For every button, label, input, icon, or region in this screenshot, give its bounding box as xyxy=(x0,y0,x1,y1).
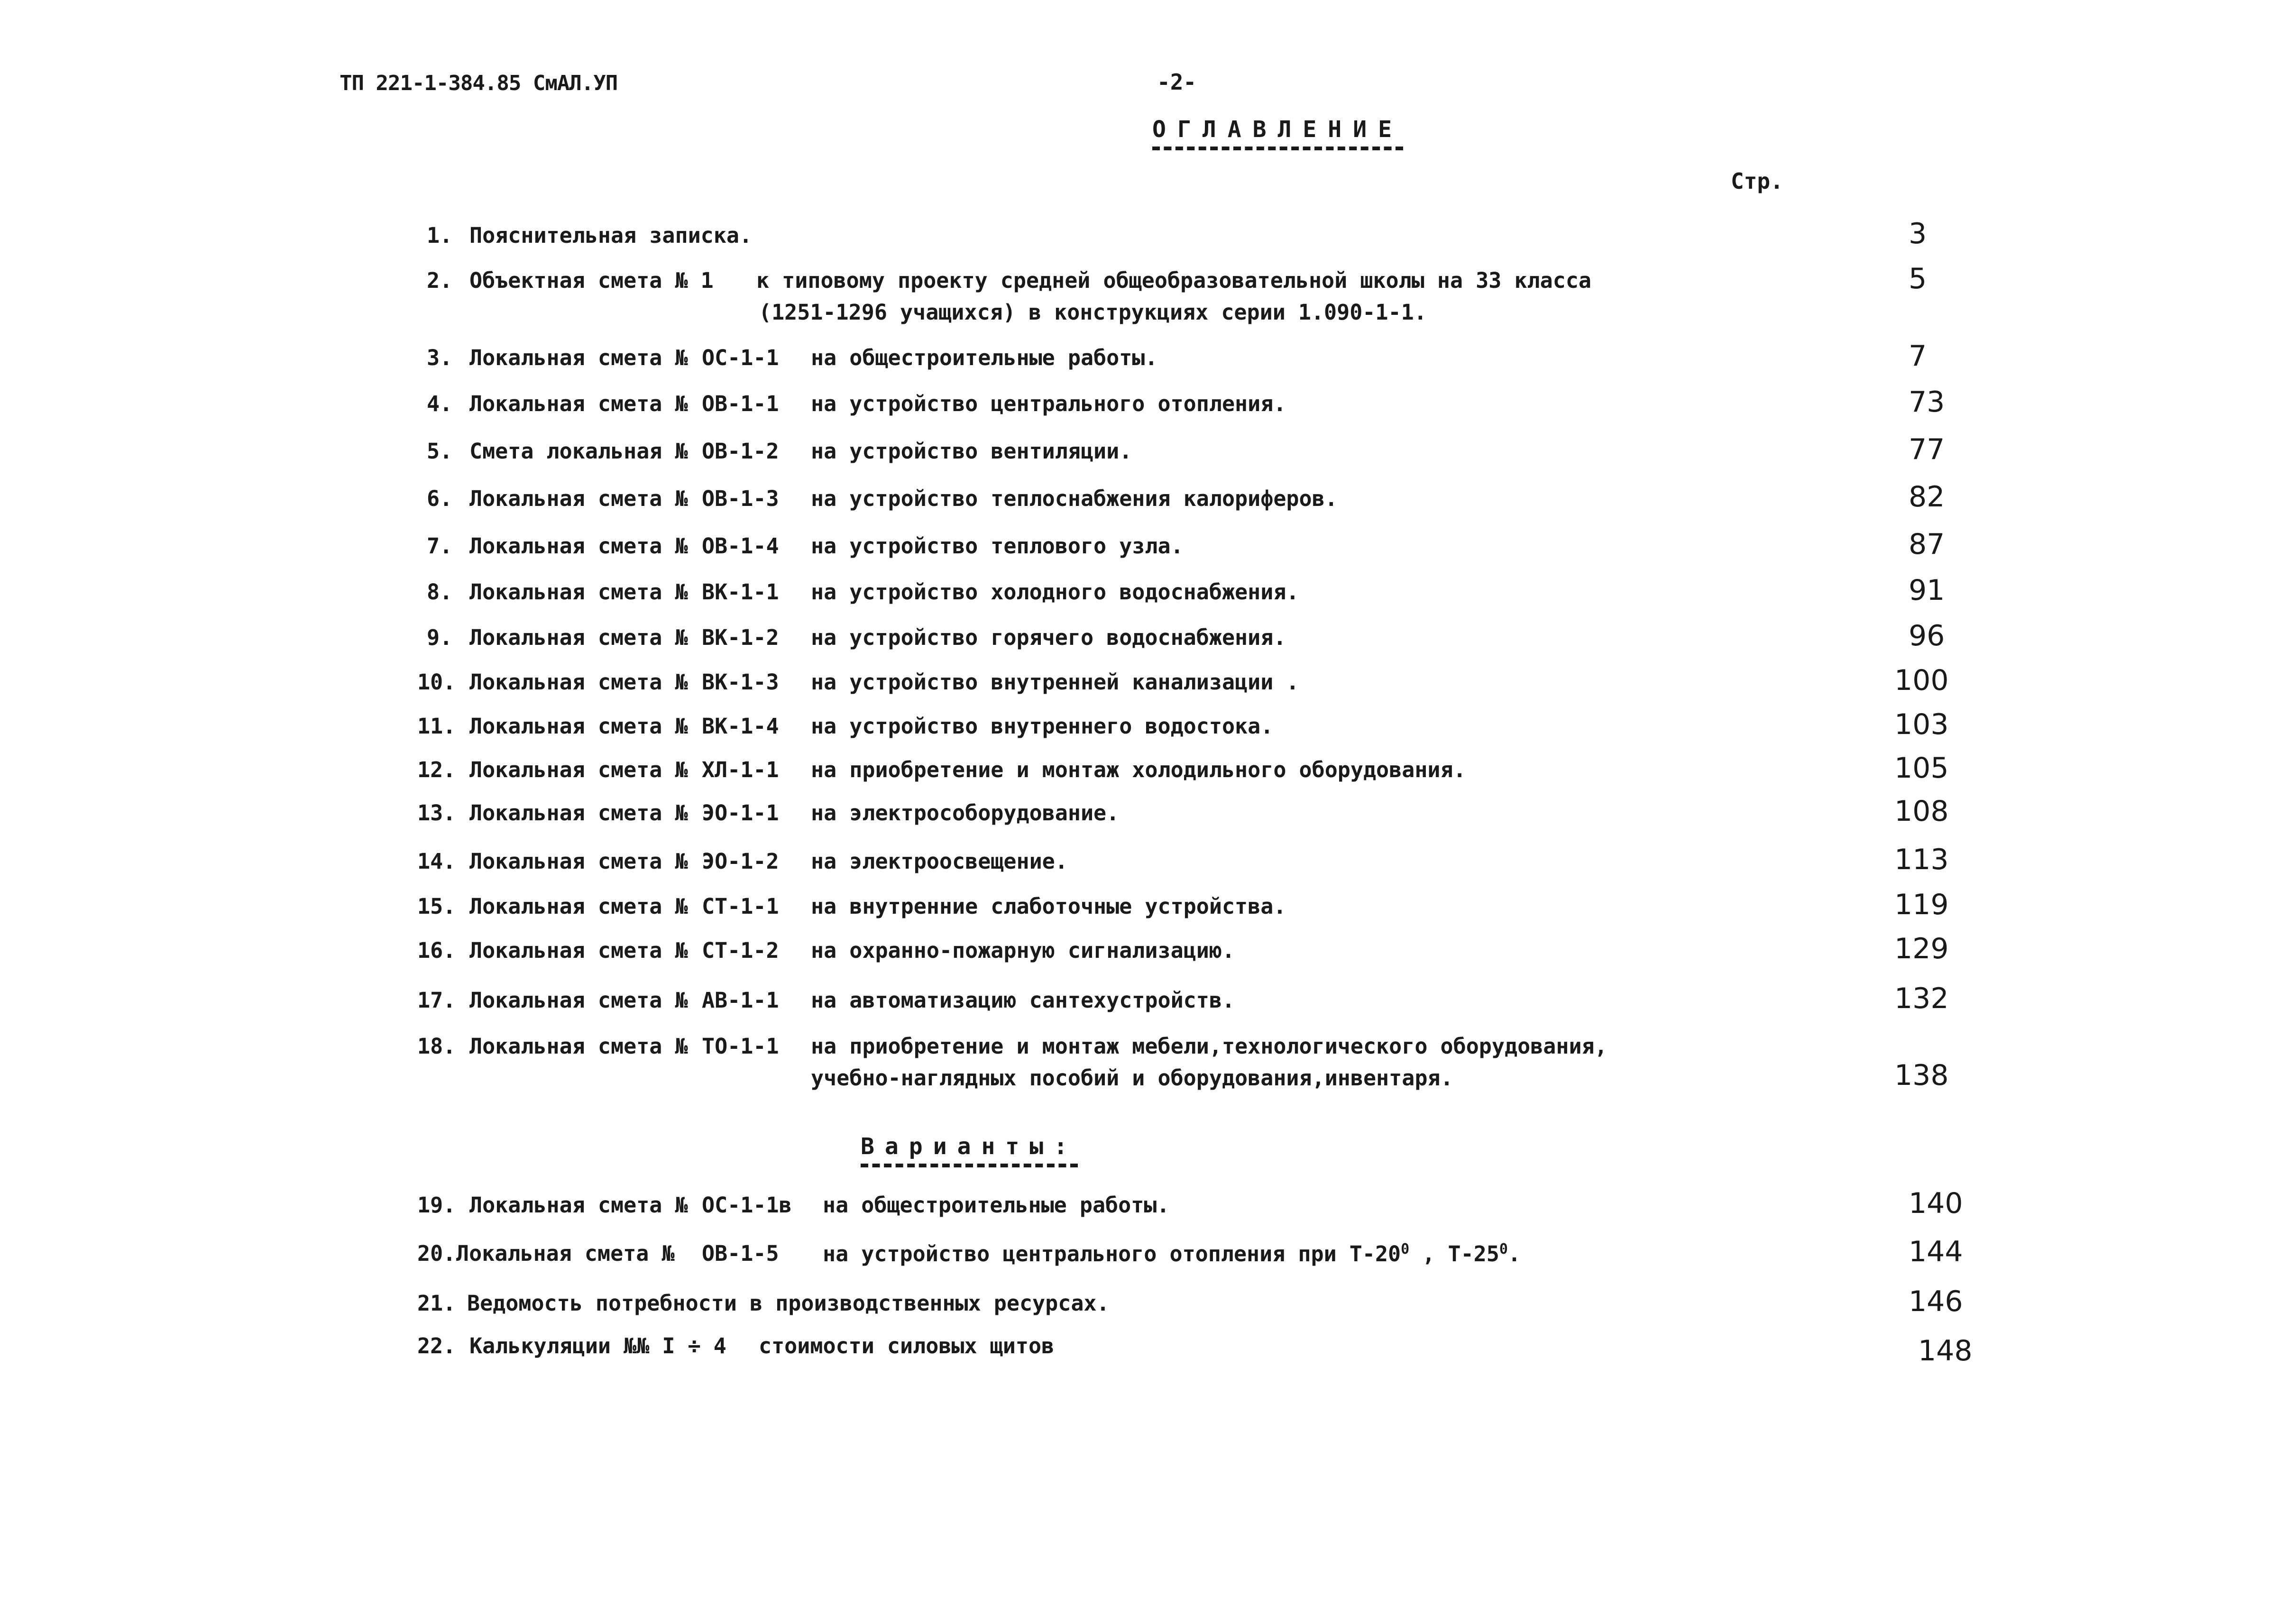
toc-page: 87 xyxy=(1909,528,1945,561)
toc-name: Локальная смета № xyxy=(469,486,688,511)
toc-desc-continued: (1251-1296 учащихся) в конструкциях серии 1.090-1-1. xyxy=(759,300,1427,325)
toc-row xyxy=(0,795,2296,829)
toc-row xyxy=(0,262,2296,296)
toc-desc: на устройство центрального отопления при $Т-20^0$ , $Т-25^0$. xyxy=(823,1241,1521,1266)
toc-row xyxy=(0,1235,2296,1269)
toc-row xyxy=(0,1333,2296,1367)
toc-desc: на устройство внутренней канализации . xyxy=(811,670,1299,695)
toc-page: 132 xyxy=(1894,982,1949,1015)
toc-page: 108 xyxy=(1894,795,1949,828)
toc-name: Локальная смета № xyxy=(469,849,688,874)
variants-heading: Варианты: xyxy=(861,1133,1078,1167)
toc-num: 21. xyxy=(417,1291,456,1316)
toc-page: 146 xyxy=(1909,1285,1963,1318)
toc-code: ВК-1-1 xyxy=(702,579,779,605)
toc-row xyxy=(0,1285,2296,1319)
toc-row xyxy=(0,1034,2296,1062)
degree-sup: 0 xyxy=(1401,1241,1410,1257)
toc-name: Локальная смета № xyxy=(469,1034,688,1059)
toc-row xyxy=(0,480,2296,514)
toc-page: 77 xyxy=(1909,433,1945,466)
toc-row xyxy=(0,843,2296,877)
page-number: -2- xyxy=(1157,69,1197,95)
toc-desc: на внутренние слаботочные устройства. xyxy=(811,894,1286,919)
toc-code: ВК-1-2 xyxy=(702,625,779,650)
toc-row xyxy=(0,752,2296,786)
toc-num: 13. xyxy=(417,800,456,826)
toc-name: Локальная смета № xyxy=(456,1241,675,1266)
toc-name: Локальная смета № xyxy=(469,800,688,826)
toc-row xyxy=(0,528,2296,562)
toc-num: 7. xyxy=(427,533,453,559)
toc-code: ОВ-1-1 xyxy=(702,391,779,416)
toc-num: 20. xyxy=(417,1241,456,1266)
toc-code: ОВ-1-4 xyxy=(702,533,779,559)
toc-name: Локальная смета № xyxy=(469,757,688,782)
toc-code: ЭО-1-2 xyxy=(702,849,779,874)
toc-code: СТ-1-1 xyxy=(702,894,779,919)
toc-code: ТО-1-1 xyxy=(702,1034,779,1059)
toc-name: Локальная смета № xyxy=(469,625,688,650)
toc-row xyxy=(0,619,2296,653)
toc-page: 148 xyxy=(1918,1334,1973,1367)
toc-page: 144 xyxy=(1909,1235,1963,1268)
page-title: ОГЛАВЛЕНИЕ xyxy=(1152,116,1403,150)
toc-row xyxy=(0,385,2296,420)
toc-code: ЭО-1-1 xyxy=(702,800,779,826)
toc-num: 19. xyxy=(417,1193,456,1218)
toc-row xyxy=(0,664,2296,698)
toc-num: 1. xyxy=(427,223,453,248)
toc-name: Локальная смета № xyxy=(469,938,688,963)
toc-name: Локальная смета № xyxy=(469,714,688,739)
toc-row xyxy=(0,433,2296,467)
toc-name: Локальная смета № xyxy=(469,894,688,919)
toc-row xyxy=(0,1187,2296,1221)
toc-code: ВК-1-4 xyxy=(702,714,779,739)
toc-desc: на общестроительные работы. xyxy=(811,345,1158,370)
toc-name: Локальная смета № xyxy=(469,579,688,605)
toc-num: 15. xyxy=(417,894,456,919)
toc-num: 18. xyxy=(417,1034,456,1059)
toc-name: Локальная смета № xyxy=(469,670,688,695)
toc-name: Объектная смета № 1 xyxy=(469,268,714,293)
toc-num: 10. xyxy=(417,670,456,695)
toc-code: АВ-1-1 xyxy=(702,988,779,1013)
toc-row xyxy=(0,888,2296,922)
toc-num: 14. xyxy=(417,849,456,874)
toc-name: Локальная смета № xyxy=(469,391,688,416)
toc-desc: на электрособорудование. xyxy=(811,800,1120,826)
degree-sup: 0 xyxy=(1499,1241,1508,1257)
toc-num: 3. xyxy=(427,345,453,370)
toc-name: Смета локальная № xyxy=(469,439,688,464)
toc-row xyxy=(0,574,2296,608)
toc-row xyxy=(0,932,2296,966)
toc-num: 22. xyxy=(417,1333,456,1358)
toc-name: Локальная смета № xyxy=(469,988,688,1013)
toc-page: 91 xyxy=(1909,574,1945,607)
toc-page: 73 xyxy=(1909,385,1945,419)
page-column-label: Стр. xyxy=(1731,168,1783,194)
toc-desc: на электроосвещение. xyxy=(811,849,1068,874)
toc-desc: на устройство теплового узла. xyxy=(811,533,1184,559)
toc-page: 82 xyxy=(1909,480,1945,514)
toc-code: ОС-1-1в xyxy=(702,1193,792,1218)
toc-num: 12. xyxy=(417,757,456,782)
toc-num: 11. xyxy=(417,714,456,739)
toc-page: 7 xyxy=(1909,339,1927,373)
toc-desc: к типовому проекту средней общеобразовательной школы на 33 класса xyxy=(756,268,1591,293)
toc-code: ОС-1-1 xyxy=(702,345,779,370)
toc-desc: на устройство вентиляции. xyxy=(811,439,1132,464)
toc-desc: на охранно-пожарную сигнализацию. xyxy=(811,938,1235,963)
toc-code: ОВ-1-5 xyxy=(702,1241,779,1266)
toc-desc: на устройство горячего водоснабжения. xyxy=(811,625,1286,650)
toc-code: ОВ-1-2 xyxy=(702,439,779,464)
toc-page: 113 xyxy=(1894,843,1949,876)
toc-page: 129 xyxy=(1894,932,1949,965)
toc-page: 3 xyxy=(1909,217,1927,250)
toc-name: Пояснительная записка. xyxy=(469,223,753,248)
toc-row xyxy=(0,982,2296,1016)
doc-code: ТП 221-1-384.85 СмАЛ.УП xyxy=(340,71,618,95)
toc-desc: на устройство холодного водоснабжения. xyxy=(811,579,1299,605)
toc-desc: на автоматизацию сантехустройств. xyxy=(811,988,1235,1013)
toc-page: 138 xyxy=(1894,1059,1949,1092)
toc-desc: на устройство центрального отопления. xyxy=(811,391,1286,416)
toc-desc: на приобретение и монтаж мебели,технологического оборудования, xyxy=(811,1034,1607,1059)
toc-desc: на общестроительные работы. xyxy=(823,1193,1170,1218)
toc-page: 100 xyxy=(1894,664,1949,697)
toc-name: Ведомость потребности в производственных ресурсах. xyxy=(467,1291,1110,1316)
toc-page: 119 xyxy=(1894,888,1949,921)
toc-desc: стоимости силовых щитов xyxy=(759,1333,1055,1358)
toc-desc: на приобретение и монтаж холодильного оборудования. xyxy=(811,757,1466,782)
toc-num: 17. xyxy=(417,988,456,1013)
toc-code: ХЛ-1-1 xyxy=(702,757,779,782)
toc-desc: на устройство теплоснабжения калориферов. xyxy=(811,486,1338,511)
toc-name: Локальная смета № xyxy=(469,1193,688,1218)
toc-row xyxy=(0,708,2296,742)
toc-num: 6. xyxy=(427,486,453,511)
toc-page: 5 xyxy=(1909,262,1927,295)
toc-code: ОВ-1-3 xyxy=(702,486,779,511)
toc-page: 140 xyxy=(1909,1187,1963,1220)
toc-name: Калькуляции №№ I ÷ 4 xyxy=(469,1333,726,1358)
toc-code: ВК-1-3 xyxy=(702,670,779,695)
toc-desc: на устройство внутреннего водостока. xyxy=(811,714,1274,739)
toc-num: 8. xyxy=(427,579,453,605)
toc-num: 2. xyxy=(427,268,453,293)
toc-code: СТ-1-2 xyxy=(702,938,779,963)
toc-name: Локальная смета № xyxy=(469,345,688,370)
toc-num: 9. xyxy=(427,625,453,650)
toc-page: 103 xyxy=(1894,708,1949,741)
toc-name: Локальная смета № xyxy=(469,533,688,559)
toc-page: 96 xyxy=(1909,619,1945,652)
toc-num: 5. xyxy=(427,439,453,464)
toc-page: 105 xyxy=(1894,752,1949,785)
toc-row xyxy=(0,217,2296,251)
toc-row xyxy=(0,339,2296,374)
toc-num: 16. xyxy=(417,938,456,963)
toc-desc-continued: учебно-наглядных пособий и оборудования,инвентаря. xyxy=(811,1065,1453,1091)
toc-page-row xyxy=(0,1059,2296,1093)
toc-num: 4. xyxy=(427,391,453,416)
